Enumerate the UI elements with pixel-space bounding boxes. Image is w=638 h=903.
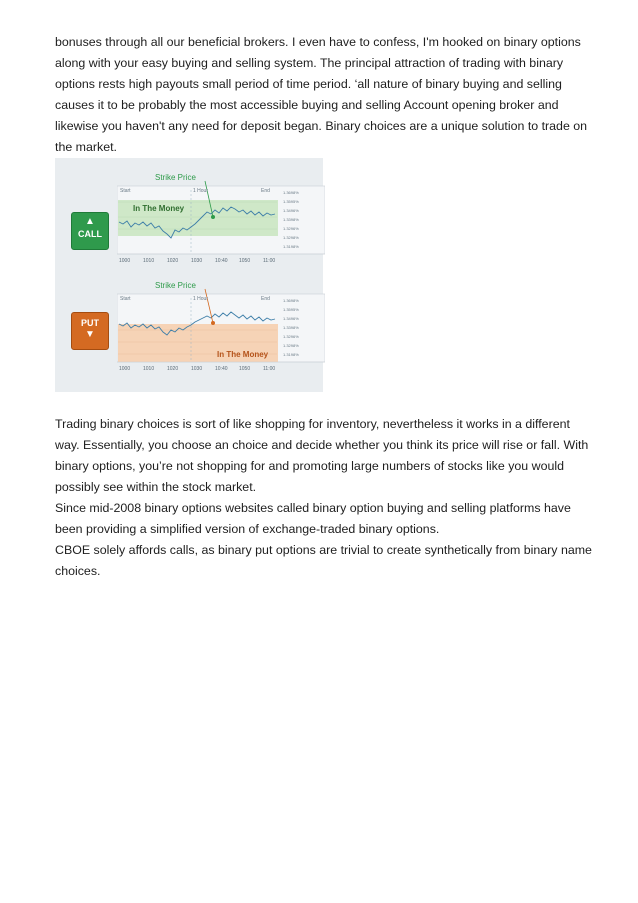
- price-tick: 1.3398%: [283, 325, 299, 330]
- call-start-label: Start: [120, 188, 131, 194]
- price-tick: 1.3595%: [283, 199, 299, 204]
- put-start-label: Start: [120, 296, 131, 302]
- time-tick: 1050: [239, 366, 251, 372]
- price-tick: 1.3298%: [283, 343, 299, 348]
- time-tick: 1010: [143, 258, 155, 264]
- time-tick: 10:40: [215, 258, 228, 264]
- call-end-label: End: [261, 188, 270, 194]
- put-time-axis: [119, 366, 275, 372]
- put-label: PUT: [81, 318, 99, 328]
- intro-paragraph: bonuses through all our beneficial brokers. I even have to confess, I'm hooked on binary options along with your easy buying and selling system. The principal attraction of trading with binary options rests high payouts small period of time period. ‘all nature of binary buying and selling causes it to be probably the most accessible buying and selling Account opening broker and likewise you haven't any need for deposit began. Binary choices are a unique solution to trade on the market.: [55, 35, 588, 154]
- price-tick: 1.3698%: [283, 190, 299, 195]
- call-label: CALL: [78, 229, 102, 239]
- price-tick: 1.3698%: [283, 298, 299, 303]
- call-in-the-money-label: In The Money: [133, 204, 185, 213]
- time-tick: 1000: [119, 258, 131, 264]
- put-end-label: End: [261, 296, 270, 302]
- time-tick: 1050: [239, 258, 251, 264]
- time-tick: 1020: [167, 258, 179, 264]
- paragraph-since-2008: Since mid-2008 binary options websites called binary option buying and selling platforms have been providing a simplified version of exchange-traded binary options.: [55, 501, 571, 536]
- price-tick: 1.3398%: [283, 217, 299, 222]
- time-tick: 11:00: [263, 366, 276, 372]
- put-hour-label: 1 Hour: [193, 296, 209, 302]
- price-tick: 1.3496%: [283, 316, 299, 321]
- arrow-down-icon: ▼: [85, 329, 95, 340]
- arrow-up-icon: ▲: [85, 216, 95, 227]
- time-tick: 1000: [119, 366, 131, 372]
- price-tick: 1.3198%: [283, 352, 299, 357]
- time-tick: 11:00: [263, 258, 276, 264]
- paragraph-cboe: CBOE solely affords calls, as binary put options are trivial to create synthetically from binary name choices.: [55, 543, 592, 578]
- time-tick: 1030: [191, 366, 203, 372]
- time-tick: 1010: [143, 366, 155, 372]
- price-tick: 1.3595%: [283, 307, 299, 312]
- body-text-block: [55, 414, 595, 582]
- put-strike-label: Strike Price: [155, 281, 196, 290]
- price-tick: 1.3496%: [283, 208, 299, 213]
- call-hour-label: 1 Hour: [193, 188, 209, 194]
- call-time-axis: [119, 258, 275, 264]
- time-tick: 1020: [167, 366, 179, 372]
- call-button: [71, 212, 109, 250]
- call-chart-panel: [117, 172, 325, 264]
- binary-options-figure: [55, 158, 323, 392]
- paragraph-trading-binary: Trading binary choices is sort of like shopping for inventory, nevertheless it works in a different way. Essentially, you choose an choice and decide whether you think its price will rise or fall. With binary options, you’re not shopping for and promoting large numbers of stocks like you would possibly see within the stock market.: [55, 417, 589, 494]
- price-tick: 1.3296%: [283, 334, 299, 339]
- price-tick: 1.3198%: [283, 244, 299, 249]
- put-in-the-money-label: In The Money: [217, 350, 269, 359]
- price-tick: 1.3296%: [283, 226, 299, 231]
- time-tick: 10:40: [215, 366, 228, 372]
- price-tick: 1.3298%: [283, 235, 299, 240]
- put-chart-panel: [117, 280, 325, 372]
- call-strike-label: Strike Price: [155, 173, 196, 182]
- put-button: [71, 312, 109, 350]
- time-tick: 1030: [191, 258, 203, 264]
